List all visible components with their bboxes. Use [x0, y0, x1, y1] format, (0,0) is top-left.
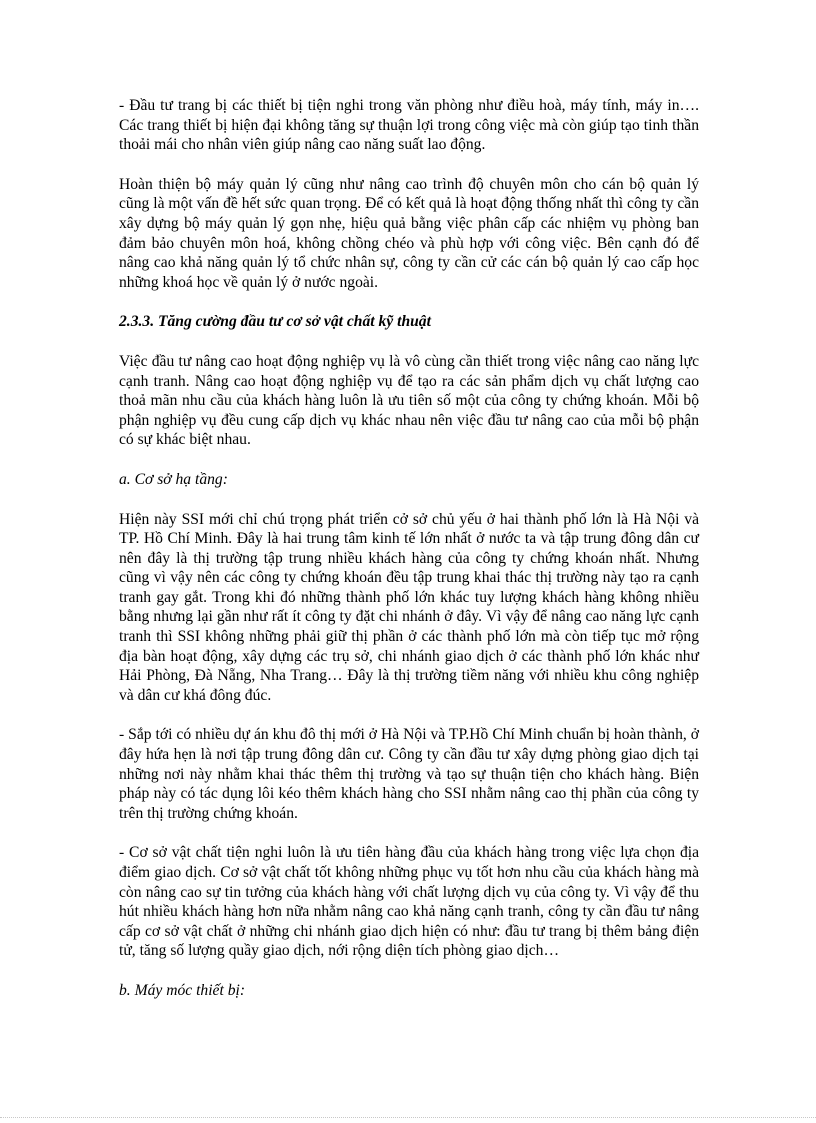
paragraph-section-intro: Việc đầu tư nâng cao hoạt động nghiệp vụ là vô cùng cần thiết trong việc nâng cao năng lực cạnh tranh. Nâng cao hoạt động nghiệp vụ để tạo ra các sản phẩm dịch vụ chất lượng cao thoả mãn nhu cầu của khách hàng luôn là ưu tiên số một của công ty chứng khoán. Mỗi bộ phận nghiệp vụ đều cung cấp dịch vụ khác nhau nên việc đầu tư nâng cao của mỗi bộ phận có sự khác biệt nhau.: [119, 352, 699, 449]
paragraph-infrastructure-1: Hiện này SSI mới chỉ chú trọng phát triển cở sở chủ yếu ở hai thành phố lớn là Hà Nội và TP. Hồ Chí Minh. Đây là hai trung tâm kinh tế lớn nhất ở nước ta và tập trung đông dân cư nên đây là thị trường tập trung nhiều khách hàng của công ty chứng khoán nhất. Nhưng cũng vì vậy nên các công ty chứng khoán đều tập trung khai thác thị trường này tạo ra cạnh tranh gay gắt. Trong khi đó những thành phố lớn khác tuy lượng khách hàng không nhiều bằng nhưng lại gần như rất ít công ty đặt chi nhánh ở đây. Vì vậy để nâng cao năng lực cạnh tranh thì SSI không những phải giữ thị phần ở các thành phố lớn mà còn tiếp tục mở rộng địa bàn hoạt động, xây dựng các trụ sở, chi nhánh giao dịch ở các thành phố lớn khác như Hải Phòng, Đà Nẵng, Nha Trang… Đây là thị trường tiềm năng với nhiều khu công nghiệp và dân cư khá đông đúc.: [119, 510, 699, 704]
page-bottom-divider: [0, 1117, 816, 1118]
paragraph-equipment: - Đầu tư trang bị các thiết bị tiện nghi trong văn phòng như điều hoà, máy tính, máy in…. Các trang thiết bị hiện đại không tăng sự thuận lợi trong công việc mà còn giúp tạo tinh thần thoải mái cho nhân viên giúp nâng cao năng suất lao động.: [119, 97, 699, 154]
document-page: [119, 96, 699, 1021]
paragraph-infrastructure-3: - Cơ sở vật chất tiện nghi luôn là ưu tiên hàng đầu của khách hàng trong việc lựa chọn địa điểm giao dịch. Cơ sở vật chất tốt không những phục vụ tốt hơn nhu cầu của khách hàng mà còn nâng cao sự tin tưởng của khách hàng với chất lượng dịch vụ của công ty. Vì vậy để thu hút nhiều khách hàng hơn nữa nhằm nâng cao khả năng cạnh tranh, công ty cần đầu tư nâng cấp cơ sở vật chất ở những chi nhánh giao dịch hiện có như: đầu tư trang bị thêm bảng điện tử, tăng số lượng quầy giao dịch, nới rộng diện tích phòng giao dịch…: [119, 844, 699, 960]
paragraph-infrastructure-2: - Sắp tới có nhiều dự án khu đô thị mới ở Hà Nội và TP.Hồ Chí Minh chuẩn bị hoàn thành, ở đây hứa hẹn là nơi tập trung đông dân cư. Công ty cần đầu tư xây dựng phòng giao dịch tại những nơi này nhằm khai thác thêm thị trường và tạo sự thuận tiện cho khách hàng. Biện pháp này có tác dụng lôi kéo thêm khách hàng cho SSI nhằm nâng cao thị phần của công ty trên thị trường chứng khoán.: [119, 726, 699, 822]
subheading-infrastructure: a. Cơ sở hạ tầng:: [119, 470, 228, 488]
subheading-machinery: b. Máy móc thiết bị:: [119, 981, 246, 999]
section-heading: 2.3.3. Tăng cường đầu tư cơ sở vật chất kỹ thuật: [119, 313, 431, 331]
paragraph-management: Hoàn thiện bộ máy quản lý cũng như nâng cao trình độ chuyên môn cho cán bộ quản lý cũng là một vấn đề hết sức quan trọng. Để có kết quả là hoạt động thống nhất thì công ty cần xây dựng bộ máy quản lý gọn nhẹ, hiệu quả bằng việc phân cấp các nhiệm vụ phòng ban đảm bảo chuyên môn hoá, không chồng chéo và phù hợp với công việc. Bên cạnh đó để nâng cao khả năng quản lý tổ chức nhân sự, công ty cần cử các cán bộ quản lý cao cấp học những khoá học về quản lý ở nước ngoài.: [119, 175, 699, 291]
